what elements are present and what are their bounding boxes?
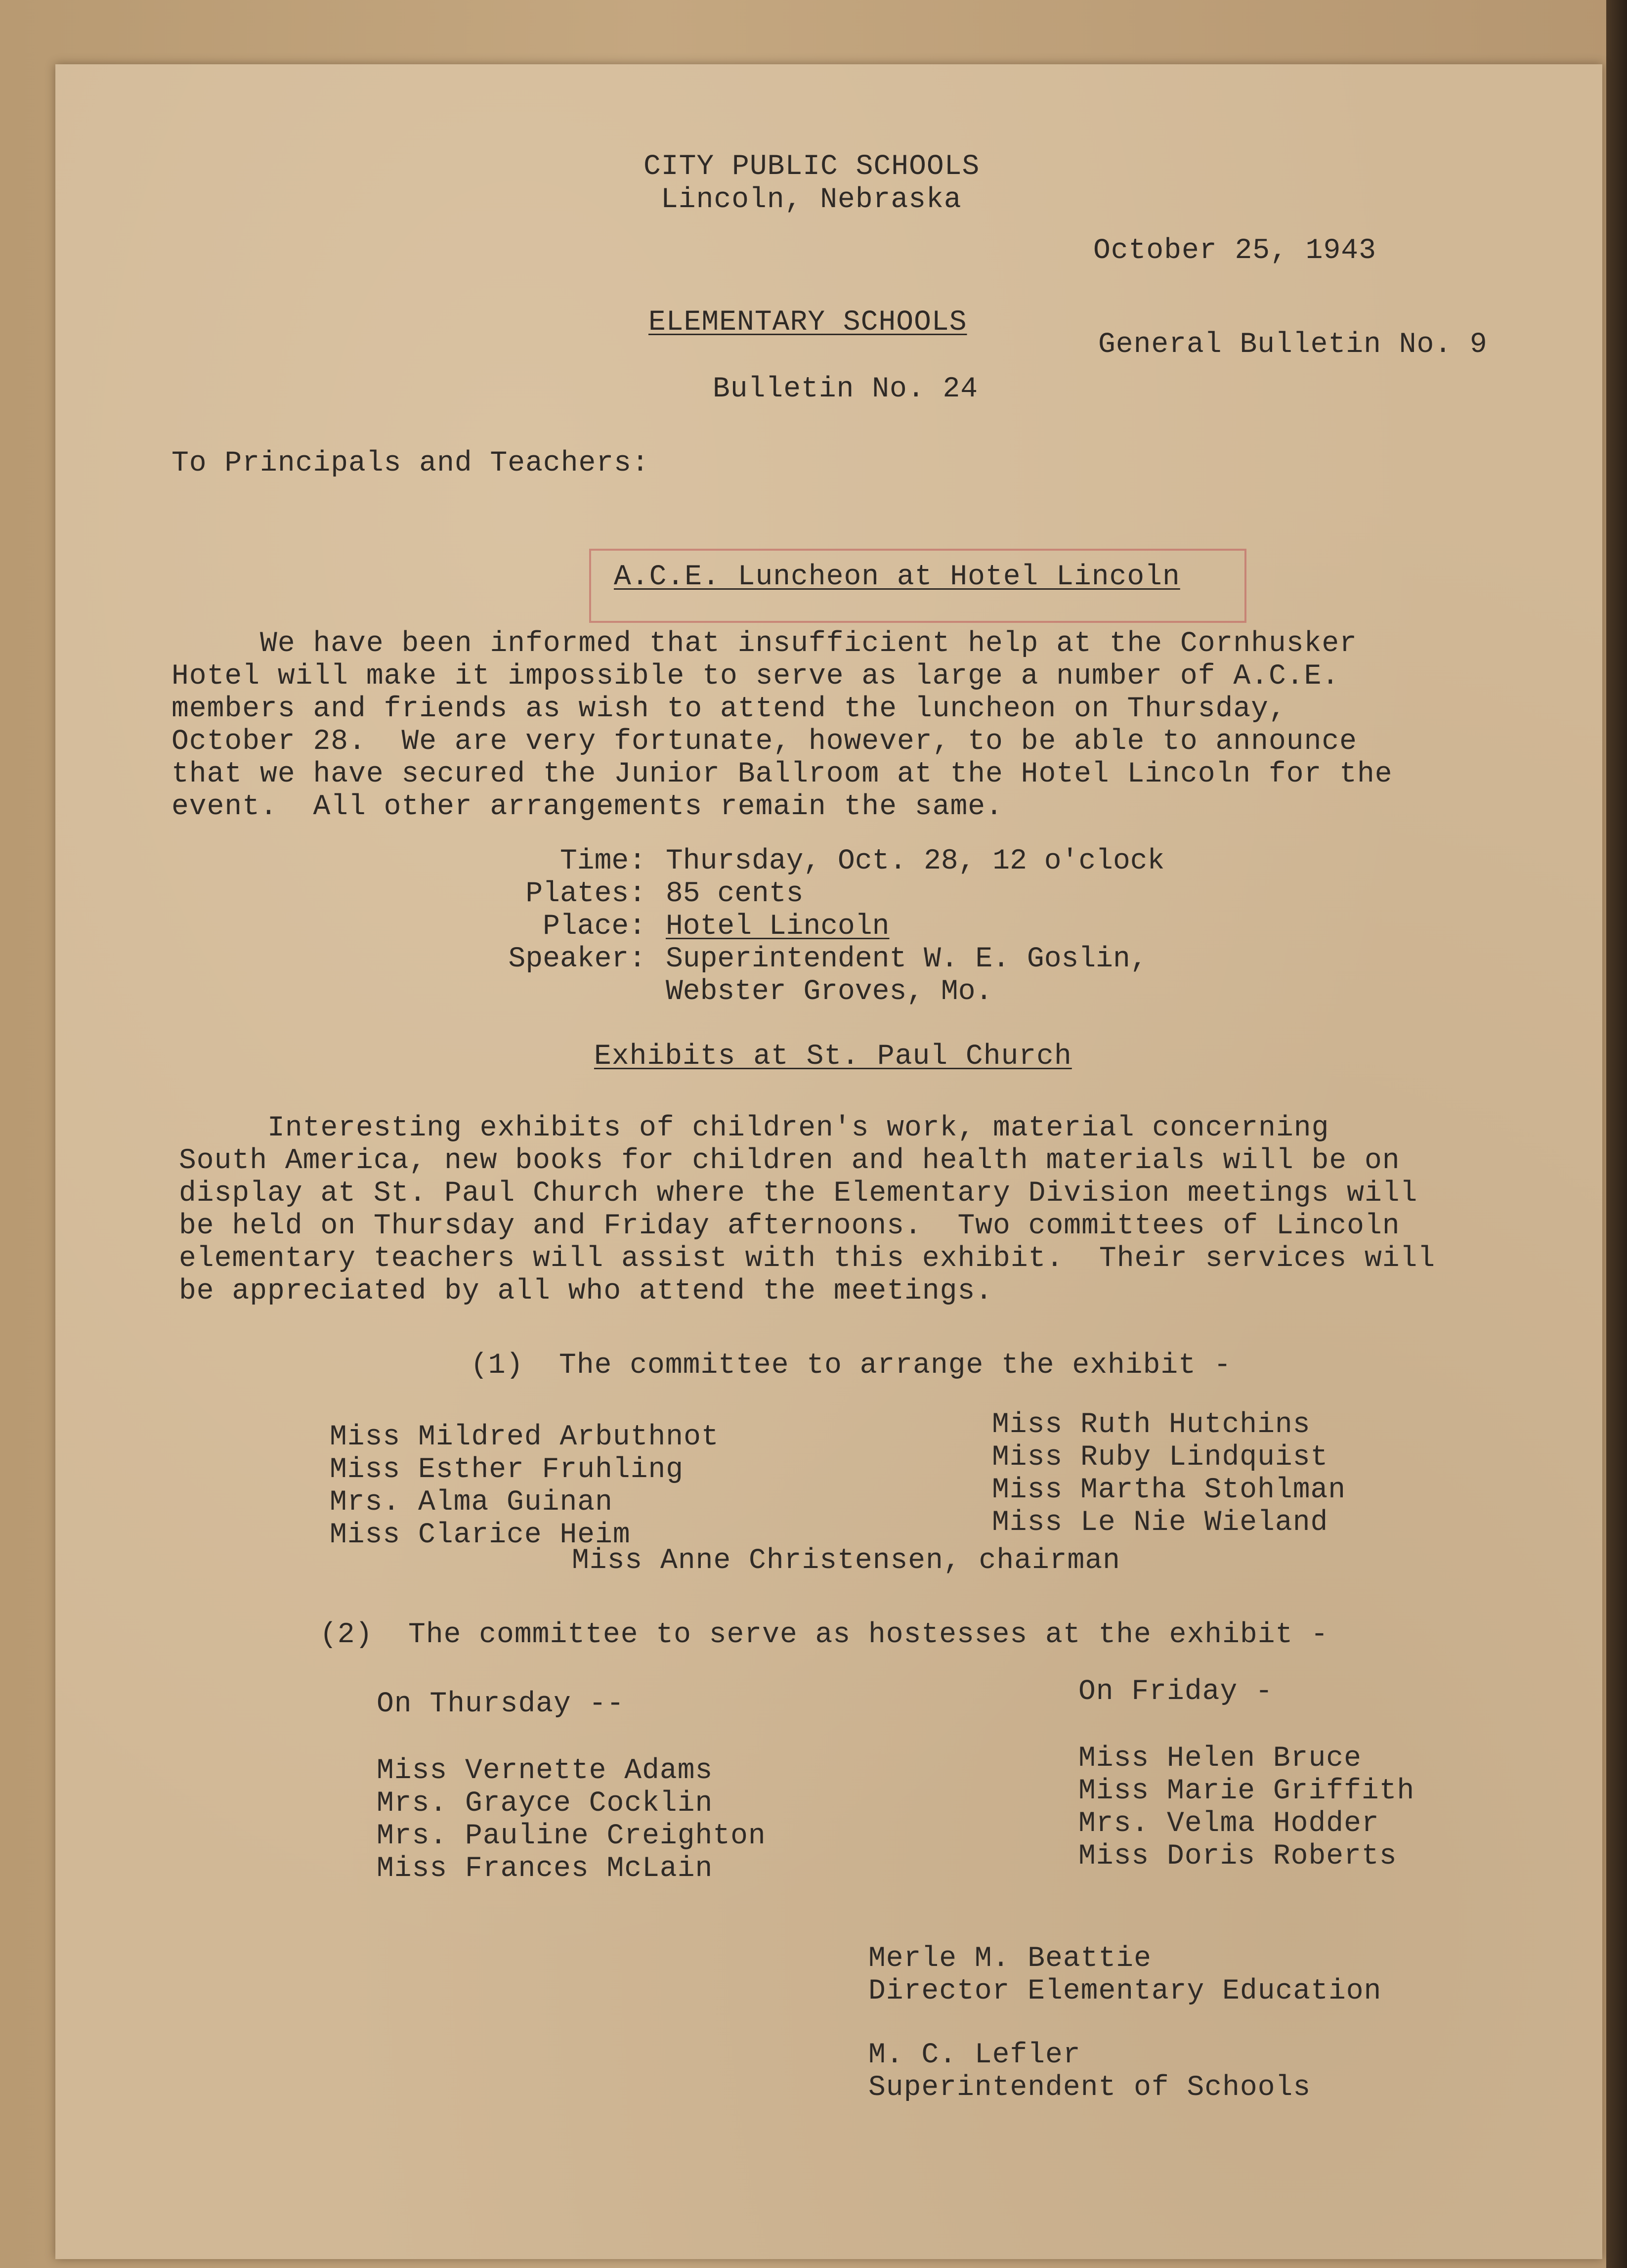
org-city: Lincoln, Nebraska [661,184,962,216]
exhibits-paragraph-line: Interesting exhibits of children's work, material concerning [179,1112,1329,1144]
detail-label-plates: Plates: [525,878,646,910]
friday-hostess: Miss Doris Roberts [1078,1840,1397,1873]
general-bulletin-number: General Bulletin No. 9 [1098,329,1488,361]
committee1-member: Miss Ruby Lindquist [992,1441,1328,1474]
org-name: CITY PUBLIC SCHOOLS [643,151,980,183]
luncheon-heading: A.C.E. Luncheon at Hotel Lincoln [614,561,1180,593]
committee1-member: Miss Mildred Arbuthnot [330,1421,719,1453]
detail-value-place: Hotel Lincoln [666,911,890,943]
friday-hostess: Miss Helen Bruce [1078,1743,1362,1775]
luncheon-paragraph-line: that we have secured the Junior Ballroom at the Hotel Lincoln for the [171,758,1393,790]
committee1-member: Miss Ruth Hutchins [992,1409,1311,1441]
document-page [55,64,1602,2259]
luncheon-paragraph-line: We have been informed that insufficient help at the Cornhusker [171,628,1357,660]
friday-hostess: Miss Marie Griffith [1078,1775,1415,1807]
committee1-member: Miss Esther Fruhling [330,1454,684,1486]
exhibits-heading: Exhibits at St. Paul Church [594,1041,1072,1073]
friday-label: On Friday - [1078,1676,1273,1708]
bulletin-number: Bulletin No. 24 [713,373,979,405]
luncheon-paragraph-line: October 28. We are very fortunate, however, to be able to announce [171,726,1357,758]
department-heading: ELEMENTARY SCHOOLS [648,306,967,339]
signature-title: Director Elementary Education [868,1975,1382,2007]
committee1-title: (1) The committee to arrange the exhibit - [471,1350,1232,1382]
signature-name: M. C. Lefler [868,2039,1081,2071]
thursday-hostess: Mrs. Pauline Creighton [377,1820,766,1852]
signature-name: Merle M. Beattie [868,1943,1152,1975]
speaker-location: Webster Groves, Mo. [666,976,993,1008]
committee1-member: Mrs. Alma Guinan [330,1486,613,1519]
exhibits-paragraph-line: display at St. Paul Church where the Elementary Division meetings will [179,1178,1418,1210]
exhibits-paragraph-line: be held on Thursday and Friday afternoons. Two committees of Lincoln [179,1210,1400,1242]
committee1-member: Miss Martha Stohlman [992,1474,1346,1506]
luncheon-paragraph-line: members and friends as wish to attend the luncheon on Thursday, [171,693,1286,725]
bulletin-date: October 25, 1943 [1093,235,1376,267]
thursday-label: On Thursday -- [377,1688,625,1720]
signature-title: Superintendent of Schools [868,2072,1311,2104]
committee2-title: (2) The committee to serve as hostesses at the exhibit - [320,1619,1328,1651]
detail-label-place: Place: [543,911,646,943]
committee1-member: Miss Clarice Heim [330,1519,631,1551]
scan-edge [1606,0,1627,2268]
committee1-member: Miss Le Nie Wieland [992,1507,1328,1539]
detail-label-speaker: Speaker: [508,943,646,975]
salutation: To Principals and Teachers: [171,447,649,480]
luncheon-paragraph-line: event. All other arrangements remain the same. [171,791,1003,823]
detail-label-time: Time: [559,845,646,877]
luncheon-paragraph-line: Hotel will make it impossible to serve as large a number of A.C.E. [171,660,1340,693]
friday-hostess: Mrs. Velma Hodder [1078,1808,1379,1840]
exhibits-paragraph-line: South America, new books for children and health materials will be on [179,1145,1400,1177]
exhibits-paragraph-line: elementary teachers will assist with this exhibit. Their services will [179,1243,1436,1275]
thursday-hostess: Mrs. Grayce Cocklin [377,1788,713,1820]
detail-value-time: Thursday, Oct. 28, 12 o'clock [666,845,1165,877]
detail-value-plates: 85 cents [666,878,804,910]
thursday-hostess: Miss Vernette Adams [377,1755,713,1787]
exhibits-paragraph-line: be appreciated by all who attend the meetings. [179,1275,993,1308]
committee1-chairman: Miss Anne Christensen, chairman [572,1545,1120,1577]
thursday-hostess: Miss Frances McLain [377,1853,713,1885]
detail-value-speaker: Superintendent W. E. Goslin, [666,943,1148,975]
